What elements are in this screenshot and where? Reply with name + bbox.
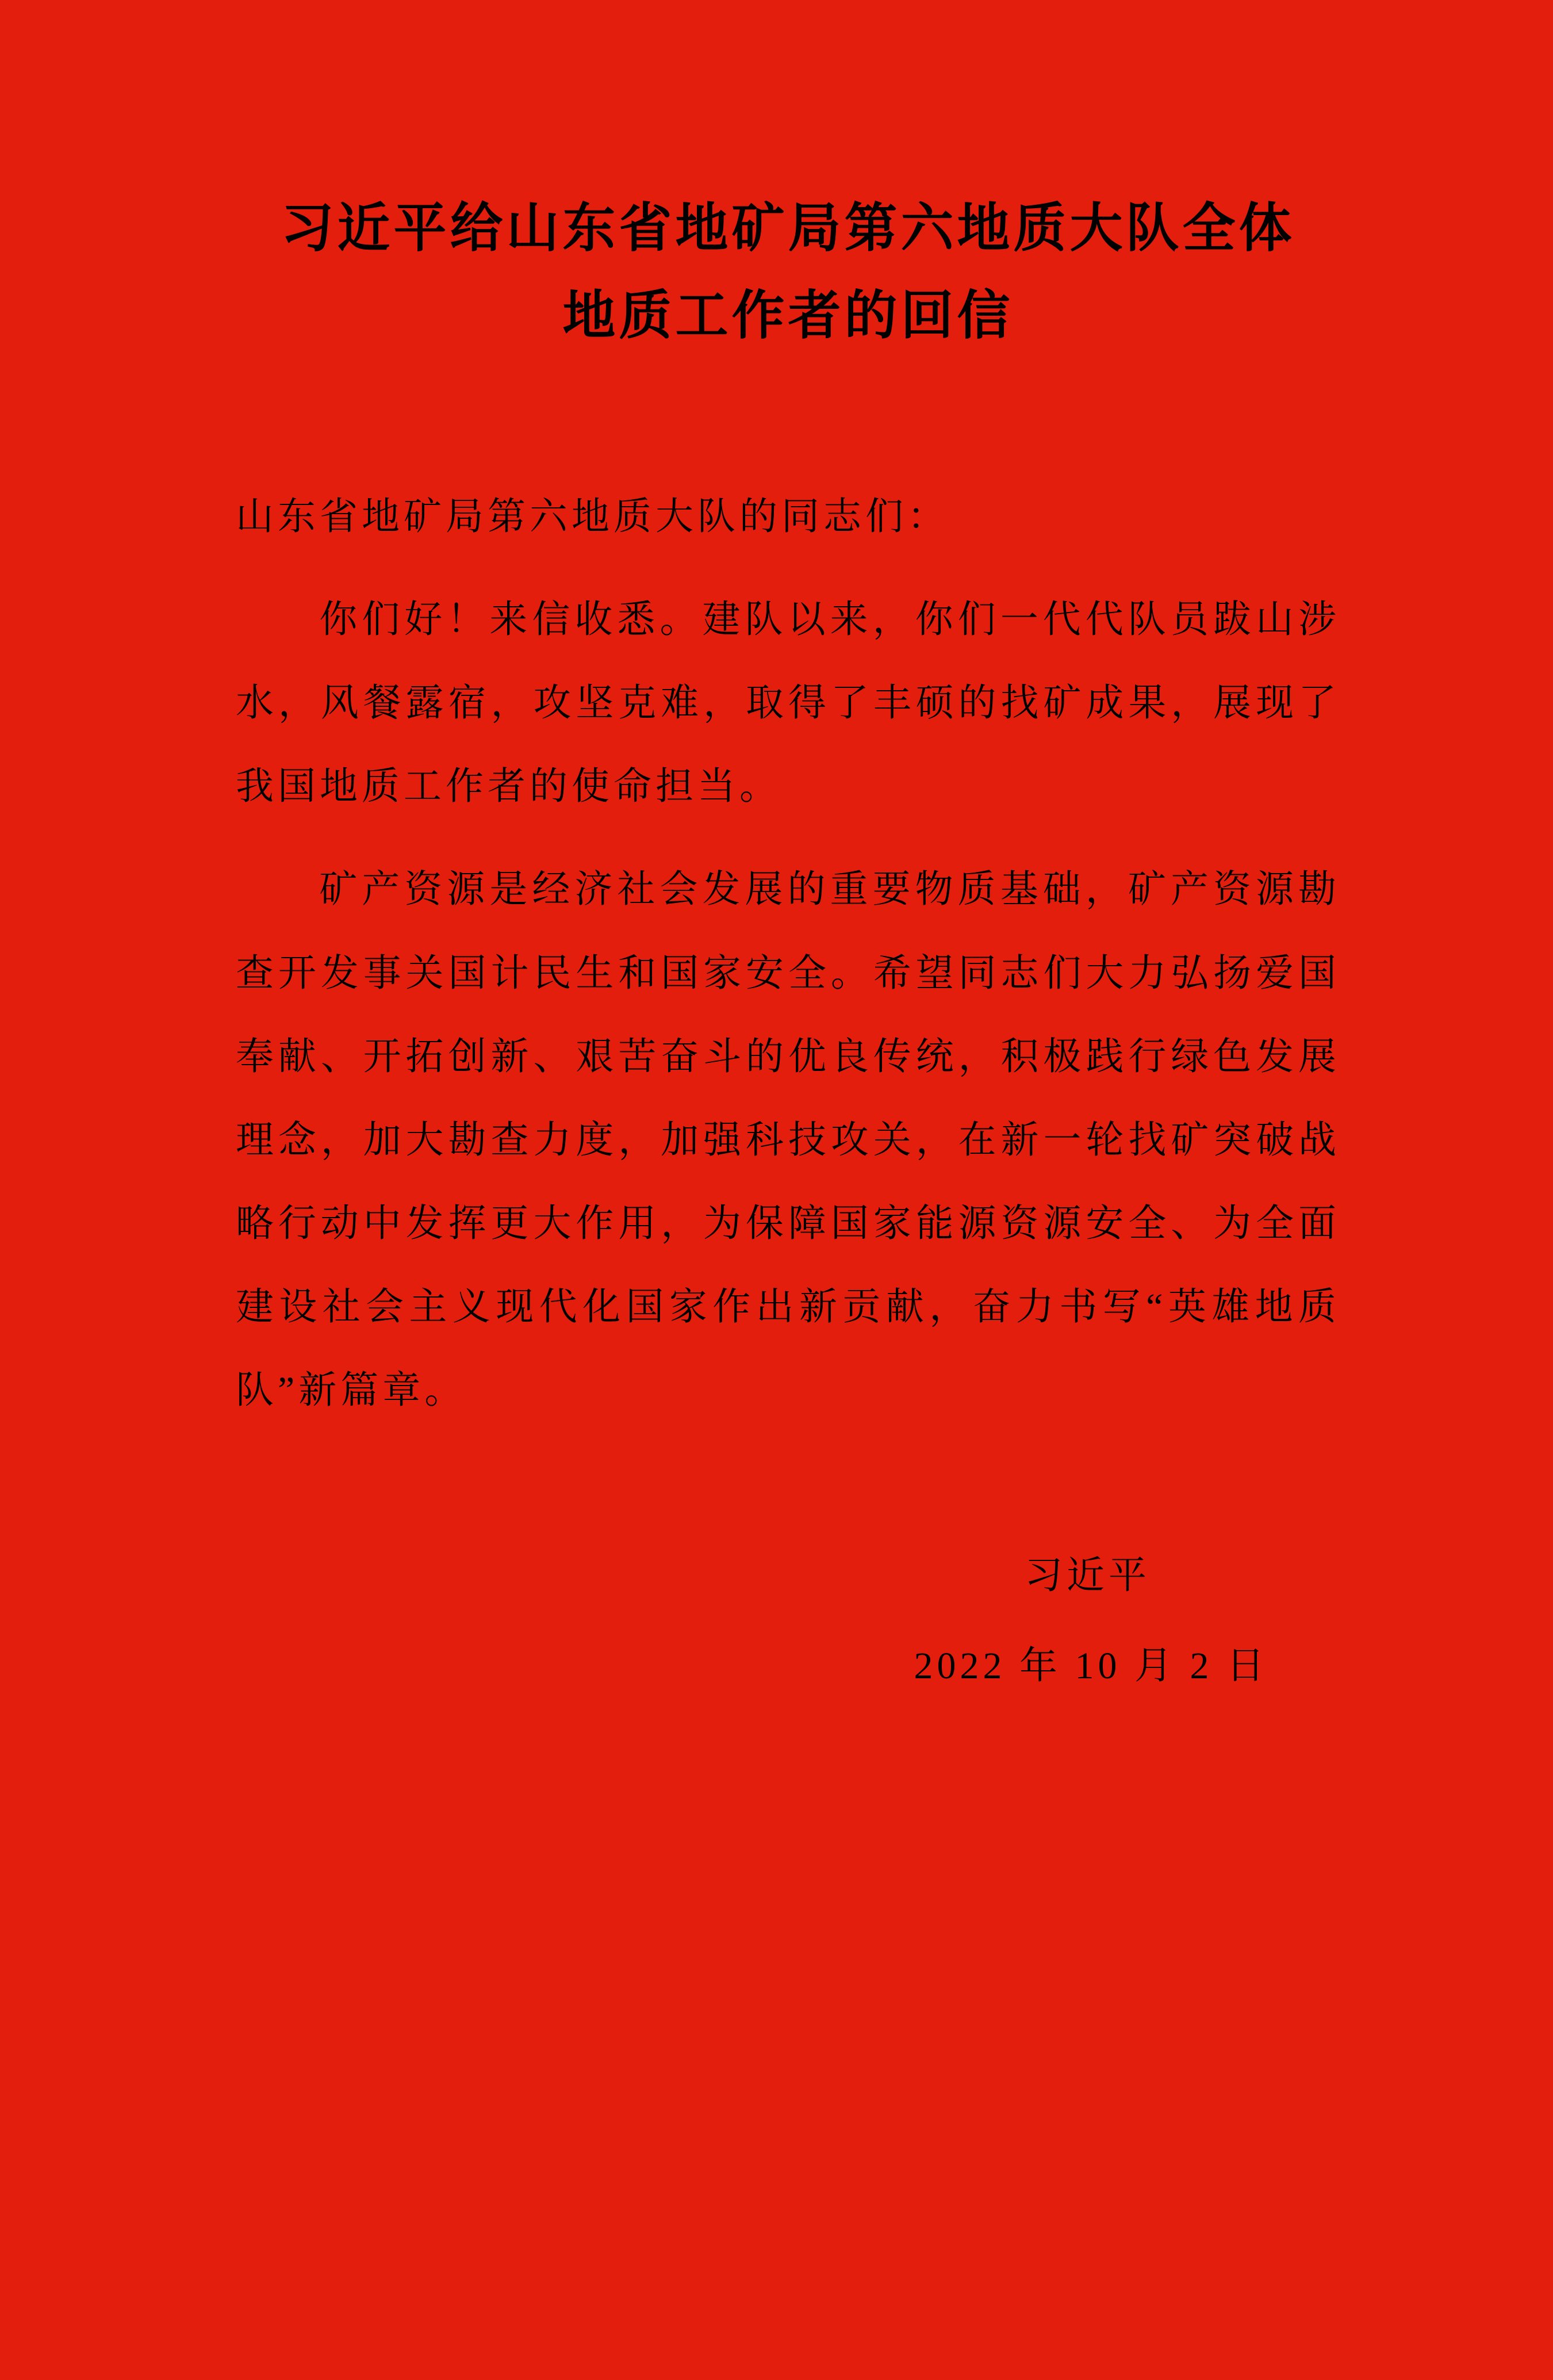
letter-title [236, 185, 1340, 360]
signature: 习近平 [1025, 1554, 1151, 1597]
paragraph-1: 你们好！来信收悉。建队以来，你们一代代队员跋山涉水，风餐露宿，攻坚克难，取得了丰硕的找矿成果，展现了我国地质工作者的使命担当。 [236, 598, 1340, 808]
title-line-2: 地质工作者的回信 [562, 286, 1014, 345]
letter-body [236, 475, 1340, 1708]
letter-page [0, 185, 1553, 2380]
title-line-1: 习近平给山东省地矿局第六地质大队全体 [281, 199, 1295, 258]
date-line: 2022 年 10 月 2 日 [914, 1644, 1268, 1687]
paragraph-2: 矿产资源是经济社会发展的重要物质基础，矿产资源勘查开发事关国计民生和国家安全。希望同志们大力弘扬爱国奉献、开拓创新、艰苦奋斗的优良传统，积极践行绿色发展理念，加大勘查力度，加强科技攻关，在新一轮找矿突破战略行动中发挥更大作用，为保障国家能源资源安全、为全面建设社会主义现代化国家作出新贡献，奋力书写“英雄地质队”新篇章。 [236, 868, 1340, 1412]
salutation: 山东省地矿局第六地质大队的同志们： [236, 495, 949, 538]
